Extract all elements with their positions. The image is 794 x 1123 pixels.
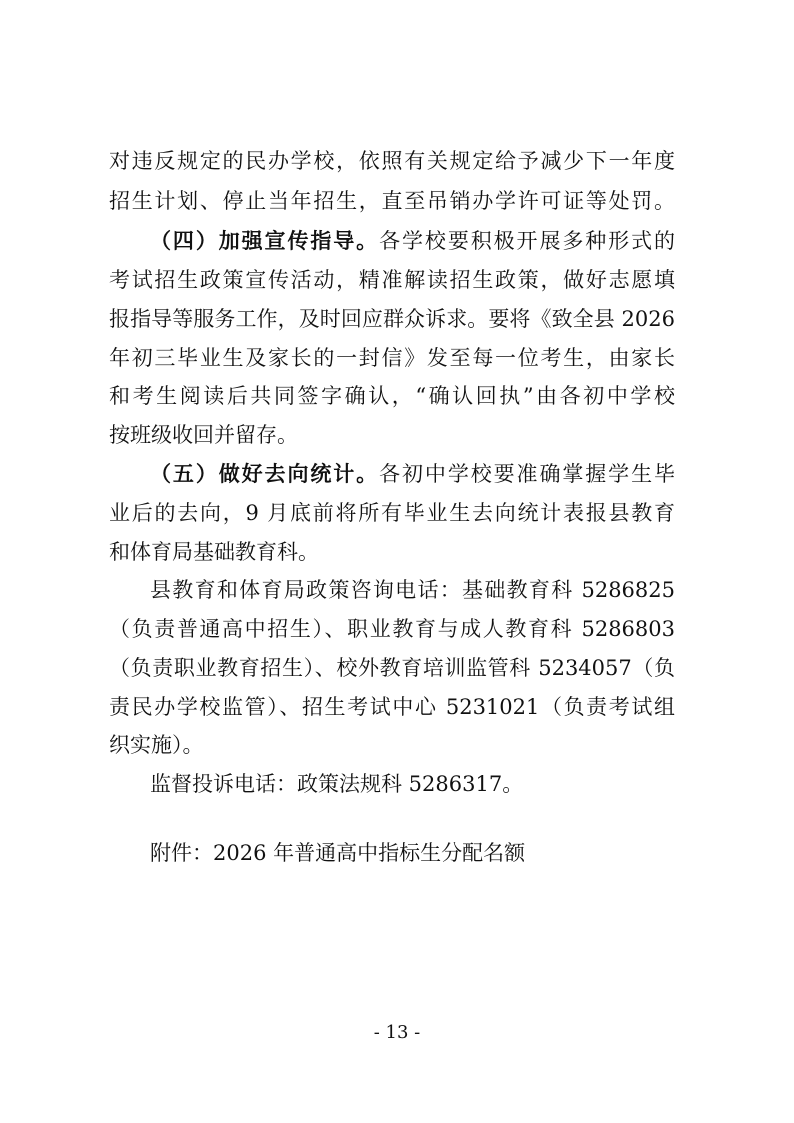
text-span: 各初中学校要准确掌握学生毕 <box>379 462 676 486</box>
text-line: 和体育局基础教育科。 <box>109 540 319 564</box>
text-span: 各学校要积极开展多种形式的 <box>379 229 676 253</box>
text-line: 业后的去向，9 月底前将所有毕业生去向统计表报县教育 <box>109 501 675 525</box>
text-line: 按班级收回并留存。 <box>109 423 298 447</box>
section-heading: （四）加强宣传指导。 <box>150 228 380 253</box>
text-line: 考试招生政策宣传活动，精准解读招生政策，做好志愿填 <box>109 268 675 292</box>
text-line: 织实施）。 <box>109 733 204 757</box>
text-line: 县教育和体育局政策咨询电话：基础教育科 5286825 <box>150 578 675 602</box>
attachment-line: 附件：2026 年普通高中指标生分配名额 <box>150 841 526 865</box>
section-heading-line <box>150 459 675 489</box>
text-line: 对违反规定的民办学校，依照有关规定给予减少下一年度 <box>109 149 675 173</box>
section-heading-line <box>150 226 675 256</box>
text-line: 招生计划、停止当年招生，直至吊销办学许可证等处罚。 <box>109 189 675 213</box>
text-line: （负责职业教育招生）、校外教育培训监管科 5234057（负 <box>109 656 675 680</box>
text-line: 报指导等服务工作，及时回应群众诉求。要将《致全县 2026 <box>109 307 675 331</box>
text-line: 责民办学校监管）、招生考试中心 5231021（负责考试组 <box>109 695 675 719</box>
text-line: 和考生阅读后共同签字确认，“确认回执”由各初中学校 <box>109 384 675 408</box>
page-number: - 13 - <box>373 1022 421 1043</box>
section-heading: （五）做好去向统计。 <box>150 461 380 486</box>
complaint-hotline: 监督投诉电话：政策法规科 5286317。 <box>150 772 524 796</box>
text-line: 年初三毕业生及家长的一封信》发至每一位考生，由家长 <box>109 346 675 370</box>
text-line: （负责普通高中招生）、职业教育与成人教育科 5286803 <box>109 617 675 641</box>
